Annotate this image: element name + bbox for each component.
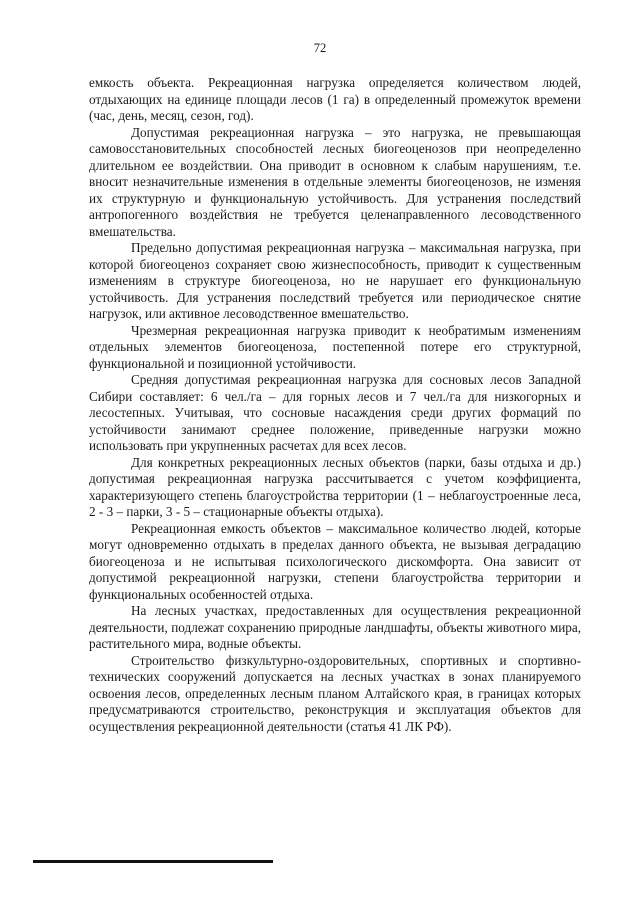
paragraph-improvement-coefficient: Для конкретных рекреационных лесных объектов (парки, базы отдыха и др.) допустимая рекреационная нагрузка рассчитывается с учетом коэффициента, характеризующего степень благоустройства территории (1 – неблагоустроенные леса, 2 - 3 – парки, 3 - 5 – стационарные объекты отдыха). bbox=[89, 454, 581, 519]
paragraph-maximum-permissible-load: Предельно допустимая рекреационная нагрузка – максимальная нагрузка, при которой биогеоценоз сохраняет свою жизнеспособность, приводит к существенным изменениям в структуре биогеоценоза, но не нарушает его функциональную устойчивость. Для устранения последствий требуется или периодическое снятие нагрузок, или активное лесоводственное вмешательство. bbox=[89, 240, 581, 321]
footer-divider bbox=[33, 860, 273, 863]
paragraph-average-load-western-siberia: Средняя допустимая рекреационная нагрузка для сосновых лесов Западной Сибири составляет: 6 чел./га – для горных лесов и 7 чел./га для низкогорных и лесостепных. Учитывая, что сосновые насаждения среди других формаций по устойчивости занимают среднее положение, приведенные нагрузки можно использовать при укрупненных расчетах для всех лесов. bbox=[89, 372, 581, 453]
paragraph-excessive-load: Чрезмерная рекреационная нагрузка приводит к необратимым изменениям отдельных элементов биогеоценоза, постепенной потере его структурной, функциональной и позиционной устойчивости. bbox=[89, 322, 581, 371]
page-number: 72 bbox=[313, 41, 327, 55]
paragraph-recreational-load-definition: емкость объекта. Рекреационная нагрузка определяется количеством людей, отдыхающих на единице площади лесов (1 га) в определенный промежуток времени (час, день, месяц, сезон, год). bbox=[89, 75, 581, 123]
body-text bbox=[89, 75, 581, 735]
paragraph-landscape-preservation: На лесных участках, предоставленных для осуществления рекреационной деятельности, подлежат сохранению природные ландшафты, объекты животного мира, растительного мира, водные объекты. bbox=[89, 603, 581, 651]
paragraph-permissible-load: Допустимая рекреационная нагрузка – это нагрузка, не превышающая самовосстановительных способностей лесных биогеоценозов при неопределенно длительном ее воздействии. Она приводит в основном к слабым нарушениям, т.е. вносит незначительные изменения в отдельные элементы биогеоценозов, не изменяя их структурную и функциональную устойчивость. Для устранения последствий антропогенного воздействия не требуется целенаправленного лесоводственного вмешательства. bbox=[89, 124, 581, 239]
paragraph-sports-construction: Строительство физкультурно-оздоровительных, спортивных и спортивно-технических сооружений допускается на лесных участках в зонах планируемого освоения лесов, определенных лесным планом Алтайского края, в границах которых предусматриваются строительство, реконструкция и эксплуатация объектов для осуществления рекреационной деятельности (статья 41 ЛК РФ). bbox=[89, 652, 581, 734]
paragraph-recreational-capacity: Рекреационная емкость объектов – максимальное количество людей, которые могут одновременно отдыхать в пределах данного объекта, не вызывая деградацию биогеоценоза и не испытывая психологического дискомфорта. Она зависит от допустимой рекреационной нагрузки, степени благоустройства территории и функциональных особенностей отдыха. bbox=[89, 520, 581, 602]
